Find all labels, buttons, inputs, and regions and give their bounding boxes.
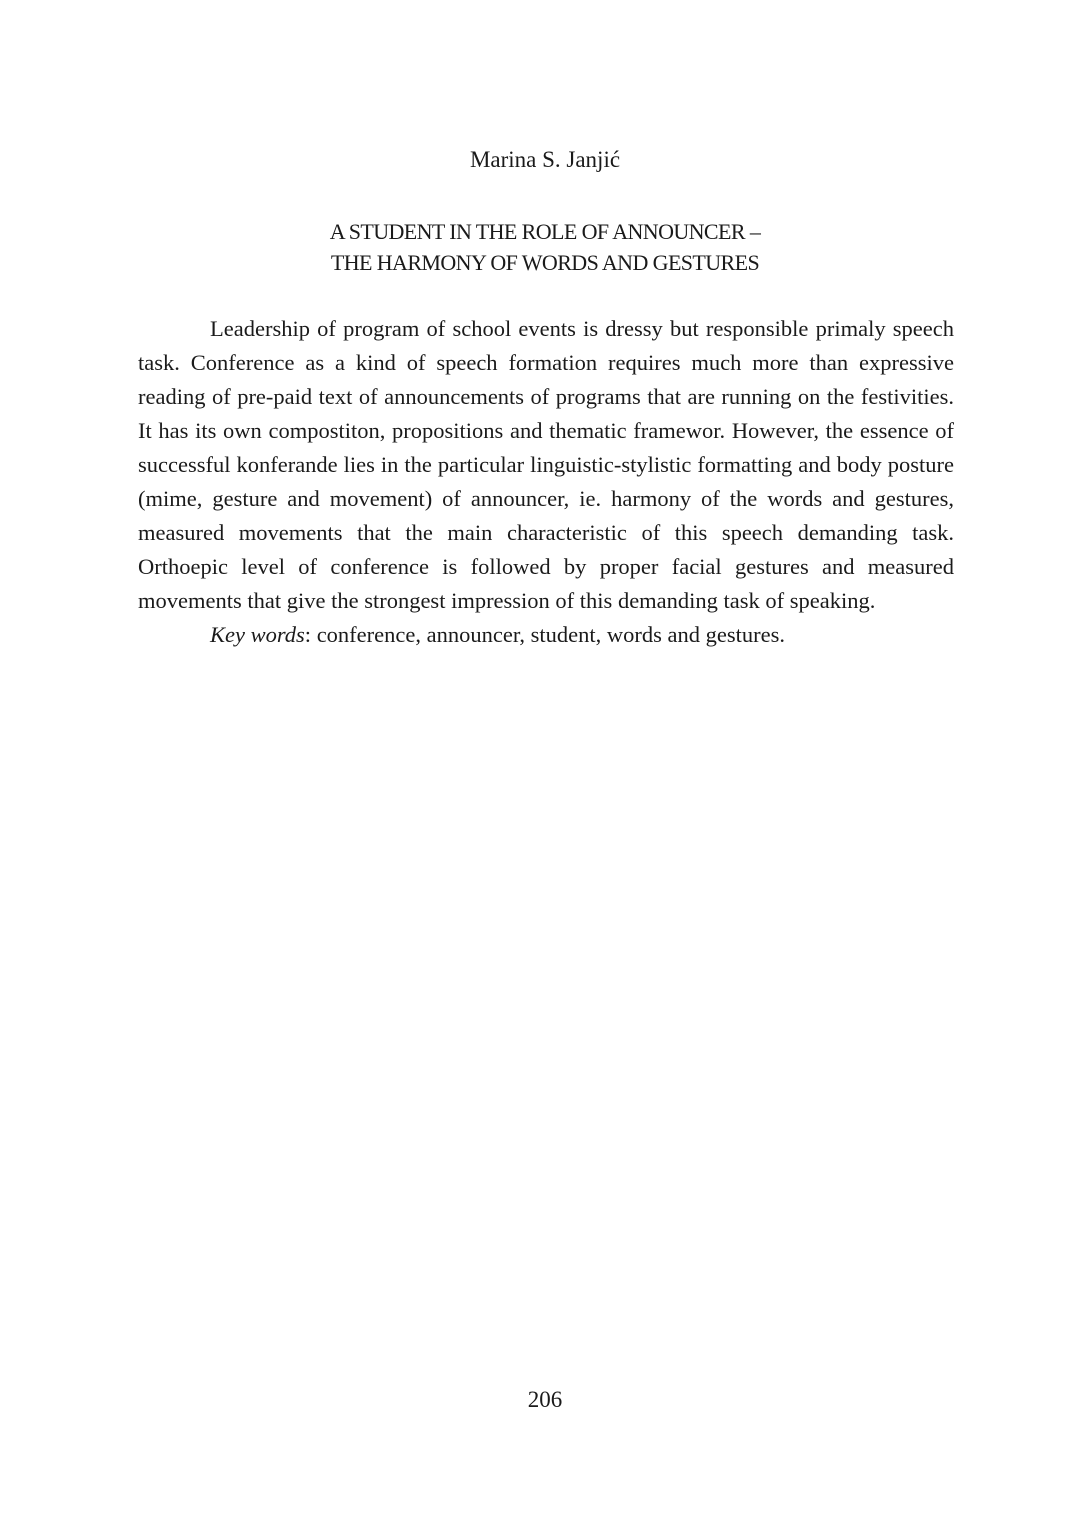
author-name: Marina S. Janjić <box>469 147 621 172</box>
keywords-separator: : <box>304 622 317 647</box>
abstract-text: Leadership of program of school events is dressy but responsible primaly speech task. Conference as a kind of speech formation requires much more than expressive reading of pre-paid text of announcements of programs that are running on the festivities. It has its own compostiton, propositions and thematic framewor. However, the essence of successful konferande lies in the particular linguistic-stylistic formatting and body posture (mime, gesture and movement) of announcer, ie. harmony of the words and gestures, measured movements that the main characteristic of this speech demanding task. Orthoepic level of conference is followed by proper facial gestures and measured movements that give the strongest impression of this demanding task of speaking. <box>138 316 954 613</box>
keywords <box>138 618 954 652</box>
title-line-1: A STUDENT IN THE ROLE OF ANNOUNCER – <box>329 219 761 244</box>
page-number: 206 <box>527 1387 563 1412</box>
keywords-text: conference, announcer, student, words and gestures. <box>316 622 785 647</box>
title-line-2: THE HARMONY OF WORDS AND GESTURES <box>330 250 760 275</box>
paper-title <box>0 216 1080 278</box>
abstract <box>138 312 954 652</box>
keywords-label: Key words <box>210 622 305 647</box>
